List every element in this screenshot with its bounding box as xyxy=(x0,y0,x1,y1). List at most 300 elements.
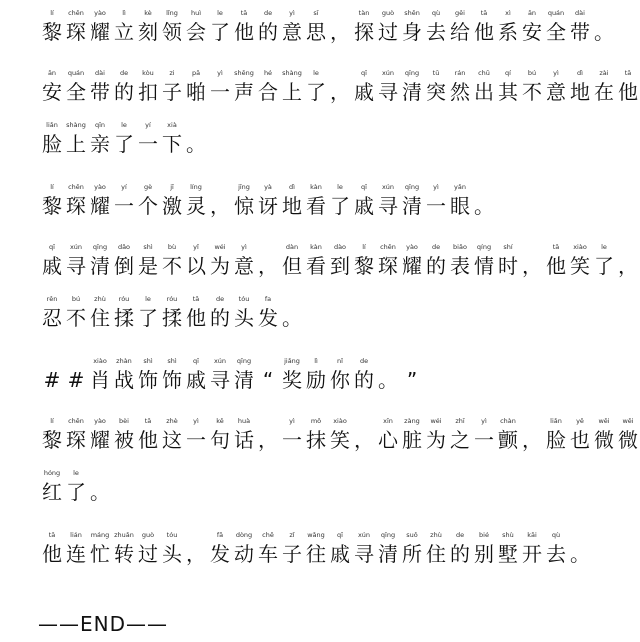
hanzi: 戚 xyxy=(42,254,62,278)
hanzi: 会 xyxy=(186,20,206,44)
ruby-char xyxy=(376,182,400,219)
ruby-char xyxy=(496,416,520,453)
pinyin: bú xyxy=(71,295,81,303)
hanzi: 他 xyxy=(546,254,566,278)
hanzi: ， xyxy=(522,428,542,452)
hanzi: 脸 xyxy=(546,428,566,452)
hanzi: 亲 xyxy=(90,132,110,156)
ruby-char xyxy=(64,416,88,453)
pinyin: lián xyxy=(70,531,82,539)
pinyin: quán xyxy=(67,69,85,77)
hanzi: 激 xyxy=(162,194,182,218)
ruby-char xyxy=(160,356,184,393)
ruby-char xyxy=(256,416,280,453)
ruby-char xyxy=(64,356,88,393)
ruby-char xyxy=(376,356,400,393)
hanzi: 一 xyxy=(474,428,494,452)
pinyin: guò xyxy=(381,9,395,17)
pinyin: qù xyxy=(551,531,561,539)
hanzi: 其 xyxy=(498,80,518,104)
pinyin: dài xyxy=(575,9,585,17)
ruby-char xyxy=(112,356,136,393)
hanzi: 了 xyxy=(210,20,230,44)
ruby-char xyxy=(136,8,160,45)
hanzi: “ xyxy=(262,368,274,392)
ruby-char xyxy=(64,294,88,331)
ruby-char xyxy=(304,68,328,105)
pinyin: gè xyxy=(143,183,153,191)
pinyin: tàn xyxy=(358,9,370,17)
pinyin: tā xyxy=(552,243,560,251)
hanzi: 带 xyxy=(570,20,590,44)
ruby-char xyxy=(160,68,184,105)
ruby-char xyxy=(520,416,544,453)
ruby-char xyxy=(520,242,544,279)
ruby-char xyxy=(544,8,568,45)
ruby-char xyxy=(352,8,376,45)
pinyin: yě xyxy=(576,417,584,425)
hanzi: 思 xyxy=(306,20,326,44)
hanzi: 寻 xyxy=(354,542,374,566)
ruby-char xyxy=(64,468,88,505)
hanzi: 表 xyxy=(450,254,470,278)
pinyin: le xyxy=(337,183,343,191)
ruby-char xyxy=(496,242,520,279)
ruby-char xyxy=(544,530,568,567)
ruby-char xyxy=(496,530,520,567)
pinyin: de xyxy=(455,531,465,539)
hanzi: 情 xyxy=(474,254,494,278)
ruby-char xyxy=(112,68,136,105)
pinyin: tóu xyxy=(166,531,178,539)
ruby-char xyxy=(160,242,184,279)
hanzi: ， xyxy=(330,80,350,104)
ruby-char xyxy=(208,242,232,279)
hanzi: ， xyxy=(258,254,278,278)
pinyin: rěn xyxy=(46,295,58,303)
pinyin: shì xyxy=(143,357,153,365)
hanzi: 也 xyxy=(570,428,590,452)
ruby-char xyxy=(112,242,136,279)
ruby-char xyxy=(136,182,160,219)
hanzi: 个 xyxy=(138,194,158,218)
ruby-char xyxy=(352,530,376,567)
text-line xyxy=(40,416,638,468)
pinyin: xún xyxy=(213,357,227,365)
hanzi: 立 xyxy=(114,20,134,44)
pinyin: yì xyxy=(289,9,295,17)
ruby-char xyxy=(568,530,592,567)
hanzi: 合 xyxy=(258,80,278,104)
hanzi: 眼 xyxy=(450,194,470,218)
ruby-char xyxy=(136,242,160,279)
ruby-char xyxy=(592,416,616,453)
hanzi: 红 xyxy=(42,480,62,504)
ruby-char xyxy=(448,68,472,105)
pinyin: huà xyxy=(237,417,251,425)
paragraph xyxy=(40,182,610,234)
text-line xyxy=(40,530,610,582)
hanzi: 颤 xyxy=(498,428,518,452)
pinyin: wéi xyxy=(430,417,442,425)
ruby-char xyxy=(208,356,232,393)
ruby-char xyxy=(568,242,592,279)
ruby-char xyxy=(88,294,112,331)
ruby-char xyxy=(448,182,472,219)
end-marker: ——END—— xyxy=(38,612,168,636)
ruby-char xyxy=(256,8,280,45)
hanzi: 全 xyxy=(546,20,566,44)
pinyin: yì xyxy=(289,417,295,425)
pinyin: nǐ xyxy=(337,357,343,365)
ruby-char xyxy=(304,530,328,567)
pinyin: wēi xyxy=(622,417,634,425)
pinyin: dào xyxy=(333,243,347,251)
ruby-char xyxy=(544,68,568,105)
pinyin: tā xyxy=(624,69,632,77)
pinyin: pā xyxy=(191,69,201,77)
pinyin: zhuǎn xyxy=(114,531,134,539)
pinyin: zàng xyxy=(404,417,420,425)
pinyin: shēng xyxy=(234,69,254,77)
hanzi: 墅 xyxy=(498,542,518,566)
hanzi: 笑 xyxy=(570,254,590,278)
hanzi: 连 xyxy=(66,542,86,566)
hanzi: 戚 xyxy=(330,542,350,566)
pinyin: dǎo xyxy=(117,243,131,251)
text-line xyxy=(40,356,610,408)
hanzi: 他 xyxy=(618,80,638,104)
hanzi: 不 xyxy=(162,254,182,278)
ruby-char xyxy=(232,68,256,105)
hanzi: 不 xyxy=(522,80,542,104)
pinyin: tā xyxy=(192,295,200,303)
hanzi: 他 xyxy=(474,20,494,44)
ruby-char xyxy=(616,416,640,453)
ruby-char xyxy=(472,530,496,567)
ruby-char xyxy=(352,182,376,219)
pinyin: shì xyxy=(143,243,153,251)
hanzi: 地 xyxy=(282,194,302,218)
hanzi: 脸 xyxy=(42,132,62,156)
pinyin: wéi xyxy=(214,243,226,251)
hanzi: 刻 xyxy=(138,20,158,44)
text-line xyxy=(40,294,610,346)
ruby-char xyxy=(208,68,232,105)
pinyin: de xyxy=(215,295,225,303)
hanzi: 往 xyxy=(306,542,326,566)
ruby-char xyxy=(376,8,400,45)
ruby-char xyxy=(544,242,568,279)
hanzi: 探 xyxy=(354,20,374,44)
hanzi: 揉 xyxy=(114,306,134,330)
pinyin: yí xyxy=(121,183,127,191)
hanzi: 车 xyxy=(258,542,278,566)
hanzi: 惊 xyxy=(234,194,254,218)
hanzi: # xyxy=(43,368,61,392)
hanzi: 时 xyxy=(498,254,518,278)
pinyin: shí xyxy=(503,243,513,251)
ruby-char xyxy=(160,416,184,453)
hanzi: 寻 xyxy=(210,368,230,392)
ruby-char xyxy=(472,68,496,105)
text-line xyxy=(40,68,638,120)
ruby-char xyxy=(448,242,472,279)
hanzi: 上 xyxy=(282,80,302,104)
pinyin: qī xyxy=(193,357,199,365)
hanzi: 给 xyxy=(450,20,470,44)
ruby-char xyxy=(544,416,568,453)
hanzi: 寻 xyxy=(378,80,398,104)
hanzi: 下 xyxy=(162,132,182,156)
hanzi: 清 xyxy=(90,254,110,278)
hanzi: 意 xyxy=(282,20,302,44)
hanzi: 到 xyxy=(330,254,350,278)
hanzi: 全 xyxy=(66,80,86,104)
pinyin: yì xyxy=(193,417,199,425)
hanzi: 他 xyxy=(186,306,206,330)
hanzi: 揉 xyxy=(162,306,182,330)
hanzi: 去 xyxy=(426,20,446,44)
ruby-char xyxy=(160,120,184,157)
ruby-char xyxy=(304,182,328,219)
hanzi: 忍 xyxy=(42,306,62,330)
hanzi: 琛 xyxy=(378,254,398,278)
pinyin: yà xyxy=(264,183,272,191)
pinyin: chàn xyxy=(500,417,516,425)
ruby-char xyxy=(136,294,160,331)
ruby-char xyxy=(160,182,184,219)
pinyin: dì xyxy=(577,69,583,77)
hanzi: 黎 xyxy=(42,20,62,44)
ruby-char xyxy=(64,8,88,45)
ruby-char xyxy=(40,356,64,393)
ruby-char xyxy=(40,182,64,219)
hanzi: 。 xyxy=(570,542,590,566)
pinyin: shàng xyxy=(282,69,302,77)
pinyin: líng xyxy=(190,183,202,191)
ruby-char xyxy=(40,294,64,331)
ruby-char xyxy=(184,356,208,393)
pinyin: tū xyxy=(432,69,440,77)
ruby-char xyxy=(208,530,232,567)
hanzi: 倒 xyxy=(114,254,134,278)
paragraph xyxy=(40,356,610,408)
ruby-char xyxy=(352,416,376,453)
ruby-char xyxy=(232,530,256,567)
ruby-char xyxy=(424,242,448,279)
pinyin: le xyxy=(313,69,319,77)
ruby-char xyxy=(352,68,376,105)
pinyin: de xyxy=(431,243,441,251)
pinyin: mǒ xyxy=(310,417,322,425)
ruby-char xyxy=(472,242,496,279)
hanzi: 耀 xyxy=(90,20,110,44)
hanzi: 带 xyxy=(90,80,110,104)
ruby-char xyxy=(400,68,424,105)
hanzi: 不 xyxy=(66,306,86,330)
pinyin: yào xyxy=(406,243,418,251)
pinyin: tóu xyxy=(238,295,250,303)
pinyin: bù xyxy=(167,243,177,251)
hanzi: 过 xyxy=(138,542,158,566)
ruby-char xyxy=(328,530,352,567)
hanzi: 清 xyxy=(402,194,422,218)
hanzi: 系 xyxy=(498,20,518,44)
ruby-char xyxy=(208,182,232,219)
pinyin: kāi xyxy=(527,531,537,539)
pinyin: ān xyxy=(527,9,537,17)
ruby-char xyxy=(112,8,136,45)
text-line xyxy=(40,468,610,520)
pinyin: dì xyxy=(289,183,295,191)
pinyin: lí xyxy=(50,183,54,191)
hanzi: 黎 xyxy=(42,428,62,452)
hanzi: ” xyxy=(406,368,418,392)
ruby-char xyxy=(136,68,160,105)
pinyin: qīng xyxy=(404,69,420,77)
hanzi: 琛 xyxy=(66,194,86,218)
pinyin: zhù xyxy=(94,295,106,303)
ruby-char xyxy=(232,356,256,393)
hanzi: 发 xyxy=(258,306,278,330)
ruby-char xyxy=(400,416,424,453)
pinyin: yí xyxy=(145,121,151,129)
pinyin: xún xyxy=(381,183,395,191)
ruby-char xyxy=(208,294,232,331)
hanzi: 一 xyxy=(210,80,230,104)
hanzi: 。 xyxy=(378,368,398,392)
pinyin: qī xyxy=(361,69,367,77)
hanzi: 啪 xyxy=(186,80,206,104)
ruby-char xyxy=(88,416,112,453)
hanzi: 耀 xyxy=(90,428,110,452)
ruby-char xyxy=(400,530,424,567)
hanzi: 上 xyxy=(66,132,86,156)
hanzi: 安 xyxy=(522,20,542,44)
hanzi: 住 xyxy=(90,306,110,330)
hanzi: 领 xyxy=(162,20,182,44)
hanzi: 清 xyxy=(234,368,254,392)
hanzi: 清 xyxy=(402,80,422,104)
pinyin: kè xyxy=(144,9,152,17)
pinyin: qīng xyxy=(236,357,252,365)
hanzi: 笑 xyxy=(330,428,350,452)
ruby-char xyxy=(88,182,112,219)
hanzi: 黎 xyxy=(42,194,62,218)
hanzi: 的 xyxy=(354,368,374,392)
pinyin: le xyxy=(601,243,607,251)
pinyin: chēn xyxy=(68,183,84,191)
pinyin: tā xyxy=(480,9,488,17)
ruby-char xyxy=(184,530,208,567)
hanzi: 琛 xyxy=(66,428,86,452)
ruby-char xyxy=(448,530,472,567)
ruby-char xyxy=(424,68,448,105)
pinyin: tā xyxy=(144,417,152,425)
pinyin: huì xyxy=(190,9,202,17)
hanzi: 饰 xyxy=(138,368,158,392)
hanzi: 了 xyxy=(114,132,134,156)
ruby-char xyxy=(40,8,64,45)
hanzi: ， xyxy=(354,428,374,452)
ruby-char xyxy=(40,242,64,279)
hanzi: 看 xyxy=(306,254,326,278)
pinyin: tā xyxy=(240,9,248,17)
ruby-char xyxy=(40,120,64,157)
ruby-char xyxy=(136,530,160,567)
paragraph xyxy=(40,68,638,172)
pinyin: lí xyxy=(362,243,366,251)
hanzi: 声 xyxy=(234,80,254,104)
pinyin: kàn xyxy=(310,243,322,251)
ruby-char xyxy=(520,530,544,567)
hanzi: 过 xyxy=(378,20,398,44)
ruby-char xyxy=(304,8,328,45)
hanzi: 但 xyxy=(282,254,302,278)
hanzi: 为 xyxy=(426,428,446,452)
pinyin: zhù xyxy=(430,531,442,539)
pinyin: qīng xyxy=(404,183,420,191)
hanzi: 子 xyxy=(162,80,182,104)
hanzi: 安 xyxy=(42,80,62,104)
ruby-char xyxy=(472,8,496,45)
pinyin: zǐ xyxy=(289,531,295,539)
ruby-char xyxy=(472,182,496,219)
ruby-char xyxy=(328,416,352,453)
ruby-char xyxy=(280,416,304,453)
hanzi: 奖 xyxy=(282,368,302,392)
ruby-char xyxy=(136,416,160,453)
ruby-char xyxy=(184,242,208,279)
hanzi: 动 xyxy=(234,542,254,566)
pinyin: yì xyxy=(433,183,439,191)
ruby-char xyxy=(208,416,232,453)
pinyin: liǎn xyxy=(550,417,562,425)
hanzi: 他 xyxy=(138,428,158,452)
hanzi: 一 xyxy=(138,132,158,156)
pinyin: xì xyxy=(505,9,511,17)
ruby-char xyxy=(160,530,184,567)
ruby-char xyxy=(496,68,520,105)
ruby-char xyxy=(88,120,112,157)
ruby-char xyxy=(88,8,112,45)
pinyin: de xyxy=(119,69,129,77)
ruby-char xyxy=(376,68,400,105)
ruby-char xyxy=(304,242,328,279)
hanzi: 了 xyxy=(594,254,614,278)
pinyin: xún xyxy=(357,531,371,539)
pinyin: ān xyxy=(47,69,57,77)
hanzi: 一 xyxy=(282,428,302,452)
hanzi: 为 xyxy=(210,254,230,278)
pinyin: wēi xyxy=(598,417,610,425)
pinyin: kòu xyxy=(142,69,154,77)
hanzi: 戚 xyxy=(354,80,374,104)
ruby-char xyxy=(184,294,208,331)
ruby-char xyxy=(616,68,640,105)
ruby-char xyxy=(184,120,208,157)
hanzi: 心 xyxy=(378,428,398,452)
pinyin: qīn xyxy=(94,121,106,129)
pinyin: máng xyxy=(90,531,110,539)
hanzi: 饰 xyxy=(162,368,182,392)
ruby-char xyxy=(592,242,616,279)
pinyin: chēn xyxy=(68,417,84,425)
hanzi: 抹 xyxy=(306,428,326,452)
pinyin: qīng xyxy=(380,531,396,539)
pinyin: rán xyxy=(454,69,466,77)
